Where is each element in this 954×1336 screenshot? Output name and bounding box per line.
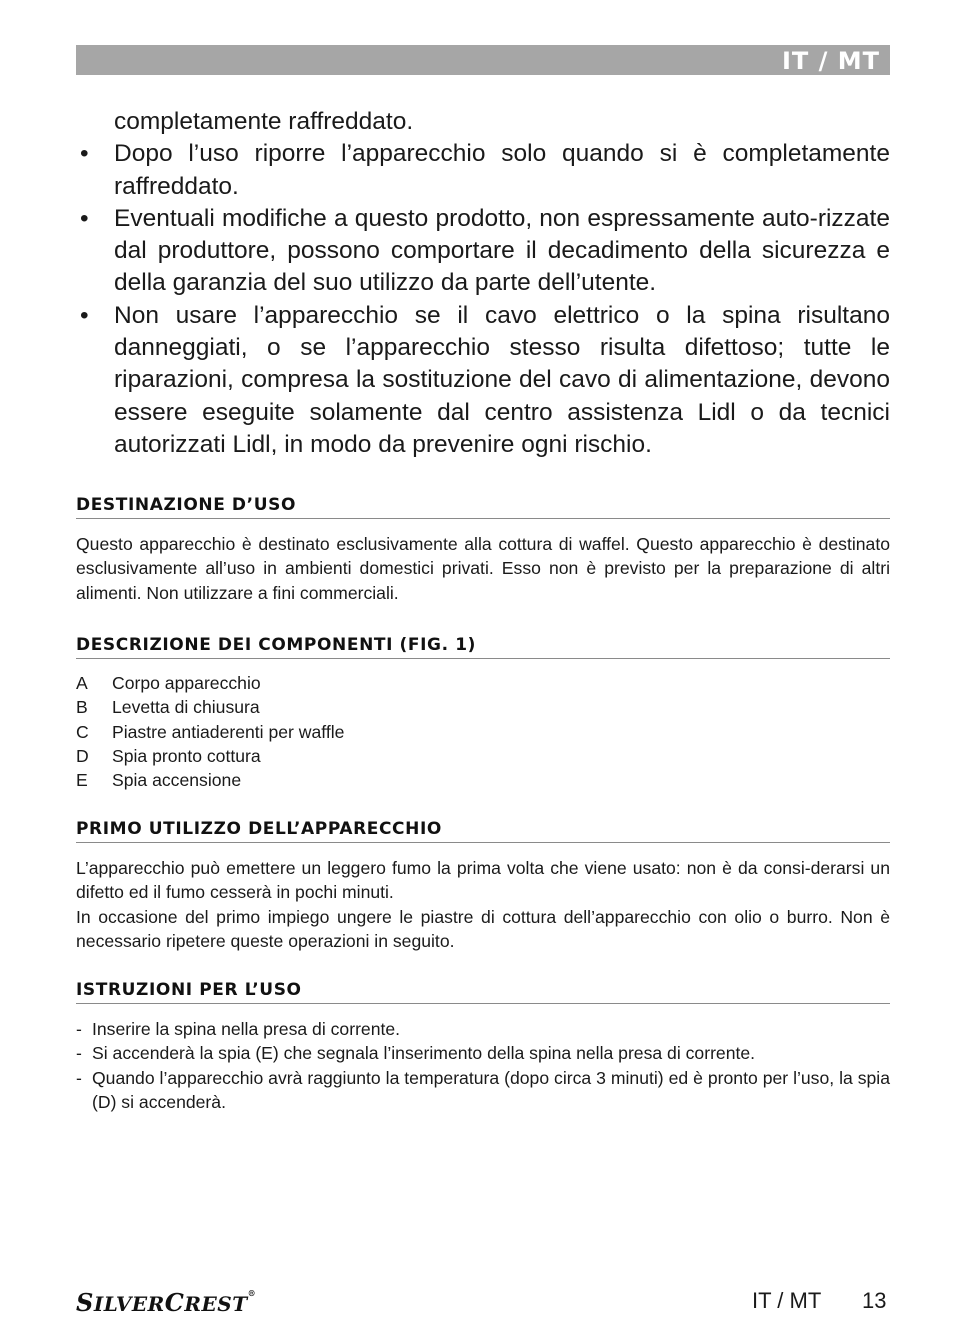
primo-paragraph: L’apparecchio può emettere un leggero fumo la prima volta che viene usato: non è da consi-derarsi un difetto ed il fumo cesserà in pochi minuti. [76, 858, 890, 903]
destinazione-paragraph: Questo apparecchio è destinato esclusivamente alla cottura di waffel. Questo apparecchio è destinato esclusivamente all’uso in ambienti domestici privati. Esso non è previsto per la preparazione di altri alimenti. Non utilizzare a fini commerciali. [76, 534, 890, 603]
logo-letter: S [76, 1288, 94, 1317]
component-label: Piastre antiaderenti per waffle [112, 721, 345, 742]
section-title-istruzioni: ISTRUZIONI PER L’USO [76, 979, 890, 1004]
footer-language-label: IT / MT [752, 1288, 822, 1313]
component-letter: C [76, 721, 89, 742]
list-item [76, 768, 890, 792]
silvercrest-logo [76, 1288, 256, 1317]
section-title-destinazione: DESTINAZIONE D’USO [76, 494, 890, 519]
safety-warnings [76, 106, 890, 461]
component-letter: D [76, 745, 89, 766]
header-bar [76, 45, 890, 75]
dash-icon: - [76, 1043, 82, 1064]
bullet-icon: • [80, 204, 89, 232]
component-label: Levetta di chiusura [112, 697, 260, 718]
primo-paragraph: In occasione del primo impiego ungere le piastre di cottura dell’apparecchio con olio o burro. Non è necessario ripetere queste operazioni in seguito. [76, 906, 890, 951]
list-item [76, 1041, 890, 1065]
dash-icon: - [76, 1067, 82, 1088]
section-title-primo-utilizzo: PRIMO UTILIZZO DELL’APPARECCHIO [76, 818, 890, 843]
component-letter: E [76, 770, 88, 791]
component-letter: A [76, 673, 88, 693]
warning-item [76, 203, 890, 300]
section-title-componenti: DESCRIZIONE DEI COMPONENTI (FIG. 1) [76, 634, 890, 659]
bullet-icon: • [80, 301, 89, 329]
logo-text: ILVER [93, 1292, 165, 1316]
destinazione-body [76, 532, 890, 605]
registered-mark-icon: ® [247, 1288, 257, 1298]
bullet-icon: • [80, 140, 89, 168]
dash-icon: - [76, 1019, 82, 1039]
warning-text: Dopo l’uso riporre l’apparecchio solo quando si è completamente raffreddato. [114, 140, 890, 200]
componenti-list [76, 671, 890, 792]
list-item [76, 744, 890, 768]
component-letter: B [76, 697, 88, 718]
list-item [76, 695, 890, 719]
instruction-text: Si accenderà la spia (E) che segnala l’inserimento della spina nella presa di corrente. [92, 1043, 756, 1064]
warning-item [76, 300, 890, 461]
primo-utilizzo-body [76, 856, 890, 953]
list-item [76, 720, 890, 744]
component-label: Corpo apparecchio [112, 673, 261, 693]
warning-text: Eventuali modifiche a questo prodotto, non espressamente auto-rizzate dal produttore, possono comportare il decadimento della sicurezza e della garanzia del suo utilizzo da parte dell’utente. [114, 204, 890, 297]
warning-text: Non usare l’apparecchio se il cavo elettrico o la spina risultano danneggiati, o se l’apparecchio stesso risulta difettoso; tutte le riparazioni, compresa la sostituzione del cavo di alimentazione, devono essere eseguite solamente dal centro assistenza Lidl o da tecnici autorizzati Lidl, in modo da prevenire ogni rischio. [114, 301, 890, 458]
component-label: Spia pronto cottura [112, 745, 261, 766]
list-item [76, 1066, 890, 1115]
instruction-text: Inserire la spina nella presa di corrente. [92, 1019, 401, 1039]
page-number: 13 [862, 1288, 887, 1313]
logo-text: REST [184, 1292, 248, 1316]
list-item [76, 1017, 890, 1041]
component-label: Spia accensione [112, 770, 242, 791]
warning-continuation: completamente raffreddato. [114, 108, 414, 135]
header-language-label: IT / MT [781, 47, 880, 75]
list-item [76, 671, 890, 695]
warning-item [76, 138, 890, 203]
instruction-text: Quando l’apparecchio avrà raggiunto la temperatura (dopo circa 3 minuti) ed è pronto per l’uso, la spia (D) si accenderà. [92, 1067, 890, 1112]
logo-letter: C [164, 1288, 185, 1317]
istruzioni-list [76, 1017, 890, 1114]
